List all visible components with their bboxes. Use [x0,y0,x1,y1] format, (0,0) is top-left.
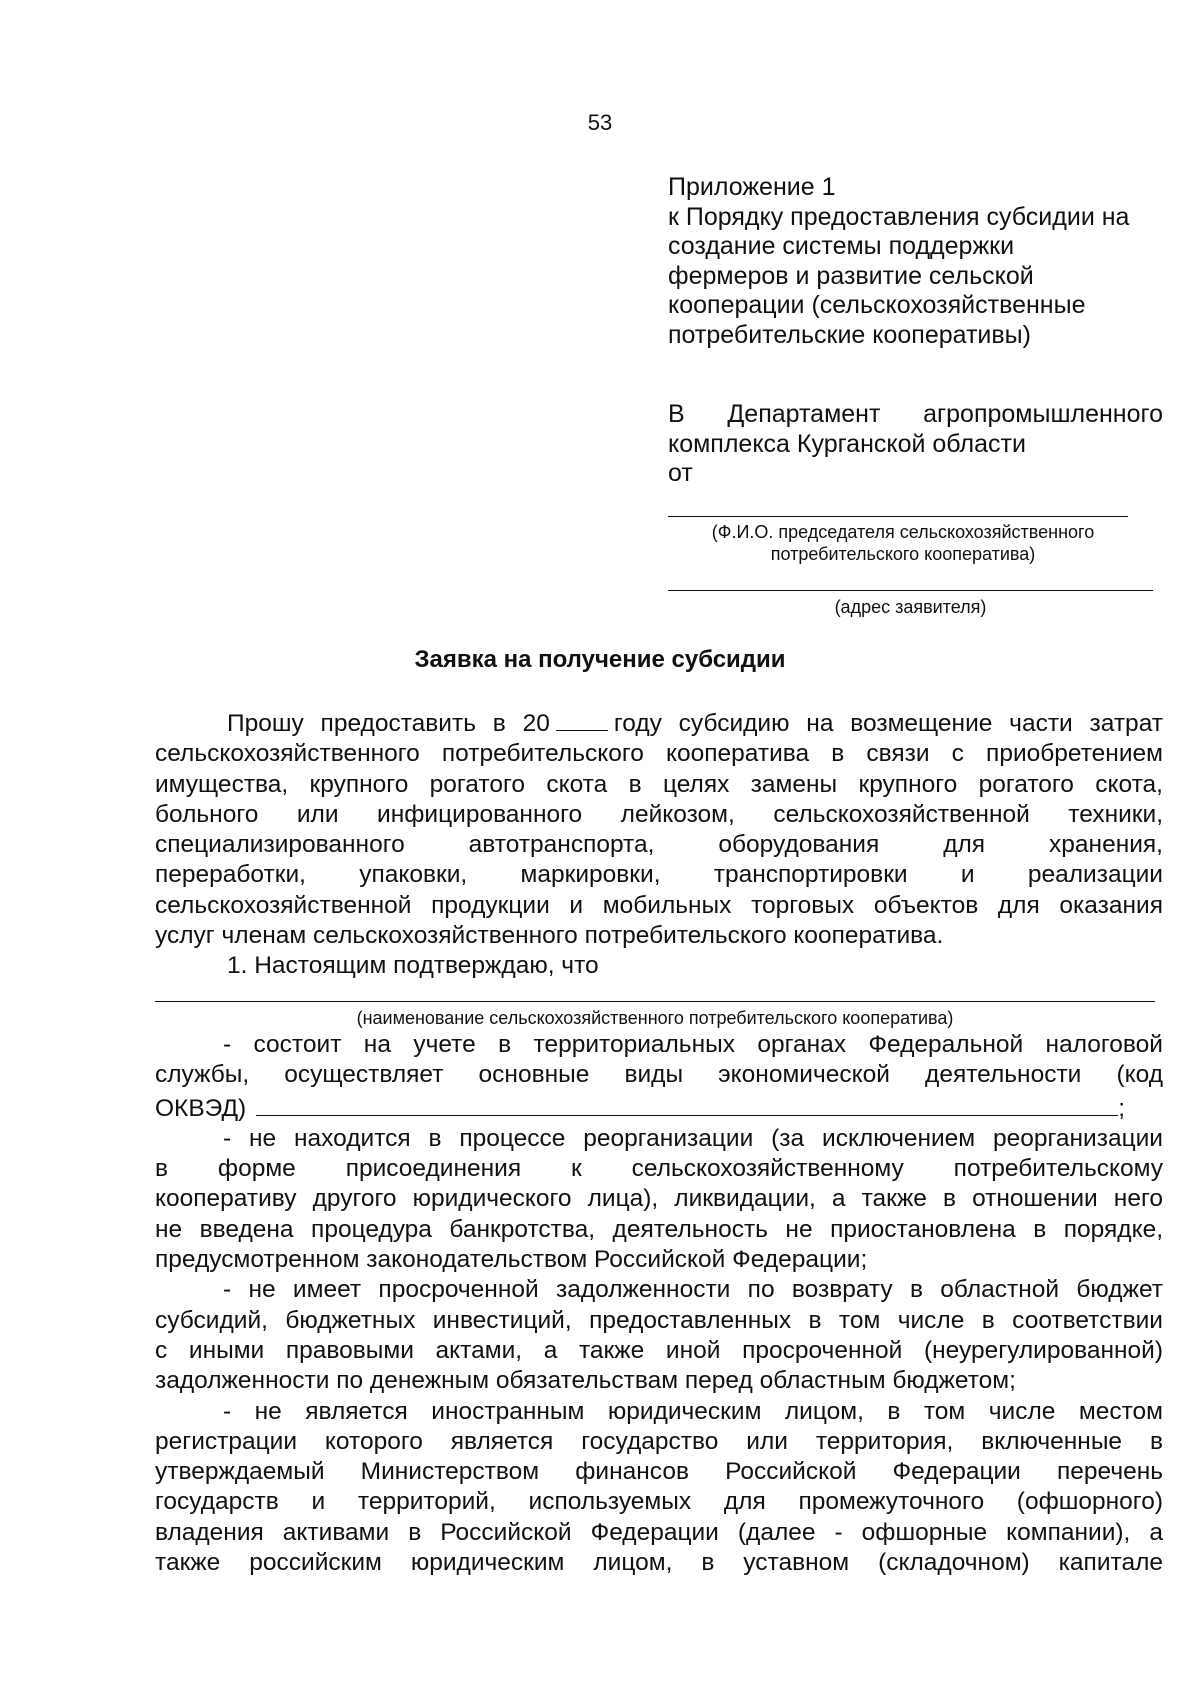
condition-line: не введена процедура банкротства, деятельность не приостановлена в порядке, [155,1215,1163,1243]
condition-line: также российским юридическим лицом, в уставном (складочном) капитале [155,1549,1163,1577]
request-line: больного или инфицированного лейкозом, сельскохозяйственной техники, [155,800,1163,828]
condition-line: - не имеет просроченной задолженности по возврату в областной бюджет [223,1276,1163,1304]
condition-line: государств и территорий, используемых для промежуточного (офшорного) [155,1488,1163,1516]
document-title: Заявка на получение субсидии [414,646,786,673]
request-line: имущества, крупного рогатого скота в целях замены крупного рогатого скота, [155,770,1163,798]
condition-line: с иными правовыми актами, а также иной просроченной (неурегулированной) [155,1336,1163,1364]
request-line: услуг членам сельскохозяйственного потребительского кооператива. [155,922,944,950]
conditions-list [155,1030,1163,1578]
item-1: 1. Настоящим подтверждаю, что [227,952,599,980]
condition-line: утверждаемый Министерством финансов Российской Федерации перечень [155,1458,1163,1486]
appendix-line: создание системы поддержки [668,232,1015,260]
condition-line: службы, осуществляет основные виды экономической деятельности (код [155,1061,1163,1089]
address-field-line [668,590,1153,591]
okved-line [155,1091,1163,1124]
addressee-line: комплекса Курганской области [668,429,1026,458]
condition-line: субсидий, бюджетных инвестиций, предоставленных в том числе в соответствии [155,1306,1163,1334]
caption-line: потребительского кооператива) [770,544,1036,564]
condition-line: регистрации которого является государство или территория, включенные в [155,1427,1163,1455]
okved-field-line [256,1091,1118,1116]
request-line: переработки, упаковки, маркировки, транспортировки и реализации [155,861,1163,889]
addressee-line: от [668,459,693,487]
okved-end: ; [1118,1094,1126,1122]
condition-line: владения активами в Российской Федерации (далее - офшорные компании), а [155,1518,1163,1546]
request-paragraph [155,708,1163,982]
addressee-block [668,400,1163,489]
caption-line: (Ф.И.О. председателя сельскохозяйственного [711,522,1095,542]
appendix-line: кооперации (сельскохозяйственные [668,291,1086,319]
appendix-line: Приложение 1 [668,173,836,201]
request-line: сельскохозяйственной продукции и мобильных торговых объектов для оказания [155,891,1163,919]
appendix-header [668,173,1163,350]
year-blank [556,708,608,731]
request-first-line [155,708,1163,739]
coop-name-field-line [155,1001,1155,1002]
request-line: специализированного автотранспорта, оборудования для хранения, [155,831,1163,859]
coop-name-caption: (наименование сельскохозяйственного потребительского кооператива) [356,1008,954,1028]
appendix-line: к Порядку предоставления субсидии на [668,202,1130,231]
page-number: 53 [587,110,613,135]
chairman-name-field-line [668,516,1128,517]
appendix-line: фермеров и развитие сельской [668,261,1034,290]
condition-line: кооперативу другого юридического лица), ликвидации, а также в отношении него [155,1185,1163,1213]
request-text: году субсидию на возмещение части затрат [613,710,1163,737]
request-text: Прошу предоставить в 20 [227,710,550,737]
condition-line: - не является иностранным юридическим лицом, в том числе местом [223,1397,1163,1425]
condition-line: в форме присоединения к сельскохозяйственному потребительскому [155,1155,1163,1183]
addressee-line: В Департамент агропромышленного [668,400,1163,428]
address-caption: (адрес заявителя) [834,597,987,617]
chairman-name-caption [668,521,1138,565]
condition-line: - состоит на учете в территориальных органах Федеральной налоговой [223,1031,1163,1058]
condition-line: задолженности по денежным обязательствам перед областным бюджетом; [155,1367,1016,1395]
condition-line: предусмотренном законодательством Российской Федерации; [155,1246,868,1274]
condition-line: - не находится в процессе реорганизации (за исключением реорганизации [223,1124,1163,1152]
okved-label: ОКВЭД) [155,1094,247,1122]
appendix-line: потребительские кооперативы) [668,320,1031,349]
request-line: сельскохозяйственного потребительского кооператива в связи с приобретением [155,740,1163,768]
